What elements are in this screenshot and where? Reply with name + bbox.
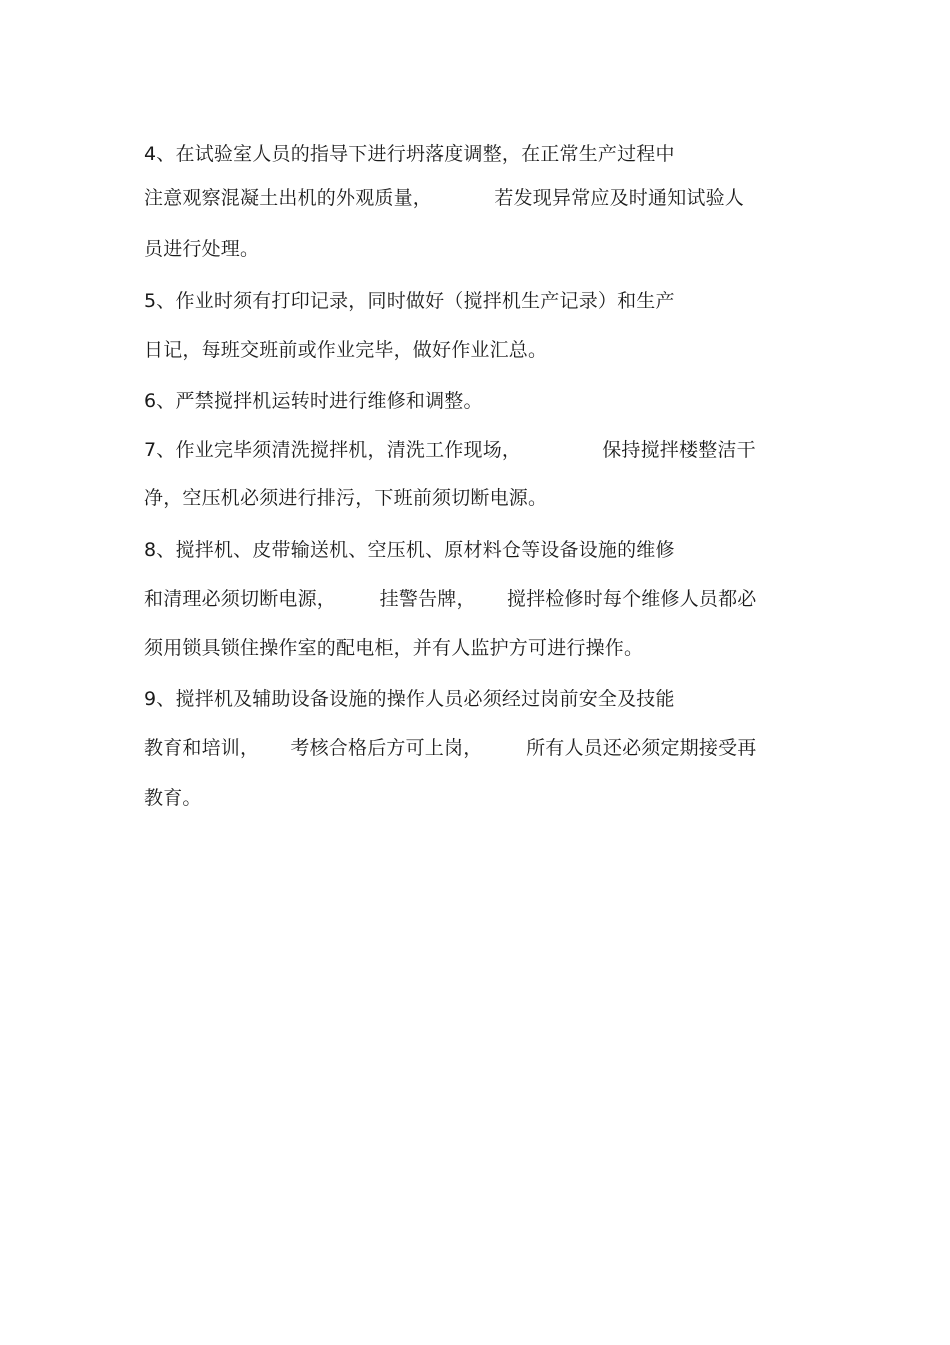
- text-line-item8-1: 8、搅拌机、皮带输送机、空压机、原材料仓等设备设施的维修: [144, 539, 675, 561]
- text-line-item8-3: 须用锁具锁住操作室的配电柜，并有人监护方可进行操作。: [144, 637, 644, 659]
- text-line-item4-1: 4、在试验室人员的指导下进行坍落度调整，在正常生产过程中: [144, 143, 675, 165]
- text-line-item6-1: 6、严禁搅拌机运转时进行维修和调整。: [144, 390, 483, 412]
- text-line-item4-3: 员进行处理。: [144, 238, 260, 260]
- text-line-item7-1: 7、作业完毕须清洗搅拌机，清洗工作现场， 保持搅拌楼整洁干: [144, 439, 756, 461]
- text-line-item5-2: 日记，每班交班前或作业完毕，做好作业汇总。: [144, 339, 548, 361]
- text-line-item7-2: 净，空压机必须进行排污，下班前须切断电源。: [144, 487, 548, 509]
- text-line-item9-3: 教育。: [144, 787, 202, 809]
- text-line-item8-2: 和清理必须切断电源， 挂警告牌， 搅拌检修时每个维修人员都必: [144, 588, 757, 610]
- text-line-item4-2: 注意观察混凝土出机的外观质量， 若发现异常应及时通知试验人: [144, 187, 744, 209]
- text-line-item9-2: 教育和培训， 考核合格后方可上岗， 所有人员还必须定期接受再: [144, 737, 757, 759]
- text-line-item9-1: 9、搅拌机及辅助设备设施的操作人员必须经过岗前安全及技能: [144, 688, 675, 710]
- text-line-item5-1: 5、作业时须有打印记录，同时做好（搅拌机生产记录）和生产: [144, 290, 675, 312]
